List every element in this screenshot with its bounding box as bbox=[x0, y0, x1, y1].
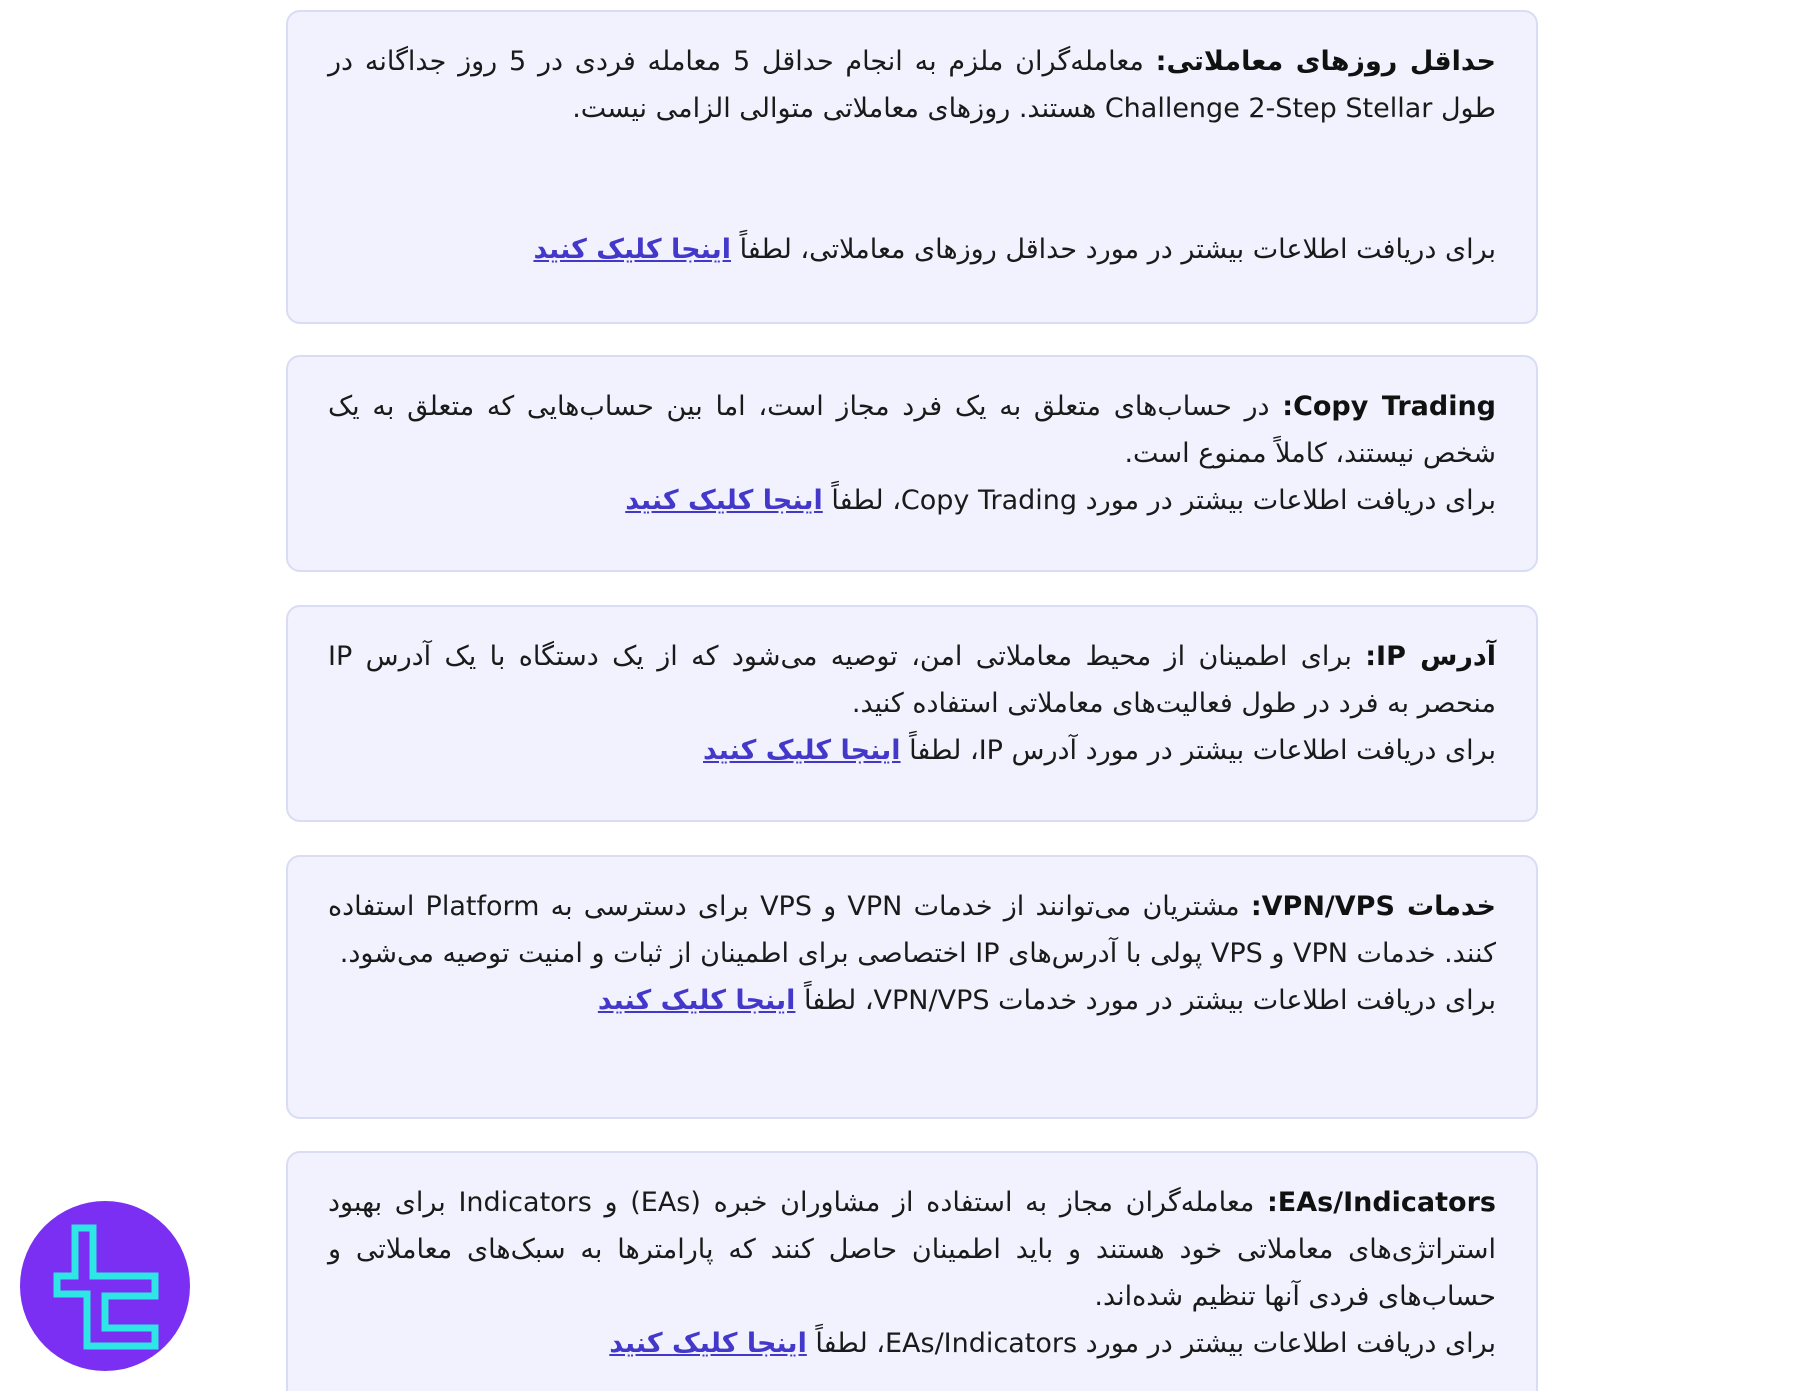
card-body: معامله‌گران ملزم به انجام حداقل 5 معامله فردی در 5 روز جداگانه در طول Challenge 2-Step Stellar هستند. روزهای معاملاتی متوالی الزامی نیست. bbox=[328, 46, 1496, 124]
card-more-info bbox=[328, 977, 1496, 1024]
card-paragraph bbox=[328, 38, 1496, 132]
card-body: مشتریان می‌توانند از خدمات VPN و VPS برای دسترسی به Platform استفاده کنند. خدمات VPN و VPS پولی با آدرس‌های IP اختصاصی برای اطمینان از ثبات و امنیت توصیه می‌شود. bbox=[328, 891, 1496, 969]
card-more-info bbox=[328, 727, 1496, 774]
card-paragraph bbox=[328, 883, 1496, 977]
card-paragraph bbox=[328, 633, 1496, 727]
card-title: حداقل روزهای معاملاتی: bbox=[1155, 46, 1496, 77]
more-info-link[interactable]: اینجا کلیک کنید bbox=[609, 1328, 807, 1359]
more-info-text: برای دریافت اطلاعات بیشتر در مورد EAs/Indicators، لطفاً bbox=[806, 1328, 1496, 1359]
card-more-info bbox=[328, 1320, 1496, 1367]
more-info-link[interactable]: اینجا کلیک کنید bbox=[703, 735, 901, 766]
info-card-min-trading-days bbox=[286, 10, 1538, 324]
card-body: در حساب‌های متعلق به یک فرد مجاز است، اما بین حساب‌هایی که متعلق به یک شخص نیستند، کاملاً ممنوع است. bbox=[328, 391, 1496, 469]
card-more-info bbox=[328, 477, 1496, 524]
spacer bbox=[328, 132, 1496, 226]
info-card-eas-indicators bbox=[286, 1151, 1538, 1391]
info-card-ip-address bbox=[286, 605, 1538, 822]
info-card-vpn-vps bbox=[286, 855, 1538, 1119]
more-info-link[interactable]: اینجا کلیک کنید bbox=[625, 485, 823, 516]
card-body: معامله‌گران مجاز به استفاده از مشاوران خبره (EAs) و Indicators برای بهبود استراتژی‌های معاملاتی خود هستند و باید اطمینان حاصل کنند که پارامترها به سبک‌های معاملاتی و حساب‌های فردی آنها تنظیم شده‌اند. bbox=[328, 1187, 1496, 1312]
card-paragraph bbox=[328, 383, 1496, 477]
more-info-link[interactable]: اینجا کلیک کنید bbox=[597, 985, 796, 1016]
card-title: آدرس IP: bbox=[1365, 641, 1496, 672]
card-title: EAs/Indicators: bbox=[1266, 1187, 1496, 1218]
info-card-copy-trading bbox=[286, 355, 1538, 572]
more-info-text: برای دریافت اطلاعات بیشتر در مورد Copy Trading، لطفاً bbox=[822, 485, 1496, 516]
card-paragraph bbox=[328, 1179, 1496, 1320]
more-info-text: برای دریافت اطلاعات بیشتر در مورد آدرس IP، لطفاً bbox=[900, 735, 1496, 766]
card-title: خدمات VPN/VPS: bbox=[1250, 891, 1496, 922]
tradingfinder-logo-icon bbox=[20, 1201, 190, 1371]
logo-mark bbox=[45, 1216, 165, 1356]
more-info-text: برای دریافت اطلاعات بیشتر در مورد حداقل روزهای معاملاتی، لطفاً bbox=[731, 234, 1496, 265]
card-more-info bbox=[328, 226, 1496, 273]
card-body: برای اطمینان از محیط معاملاتی امن، توصیه می‌شود که از یک دستگاه با یک آدرس IP منحصر به فرد در طول فعالیت‌های معاملاتی استفاده کنید. bbox=[328, 641, 1496, 719]
more-info-text: برای دریافت اطلاعات بیشتر در مورد خدمات VPN/VPS، لطفاً bbox=[795, 985, 1496, 1016]
card-title: Copy Trading: bbox=[1282, 391, 1496, 422]
more-info-link[interactable]: اینجا کلیک کنید bbox=[533, 234, 731, 265]
